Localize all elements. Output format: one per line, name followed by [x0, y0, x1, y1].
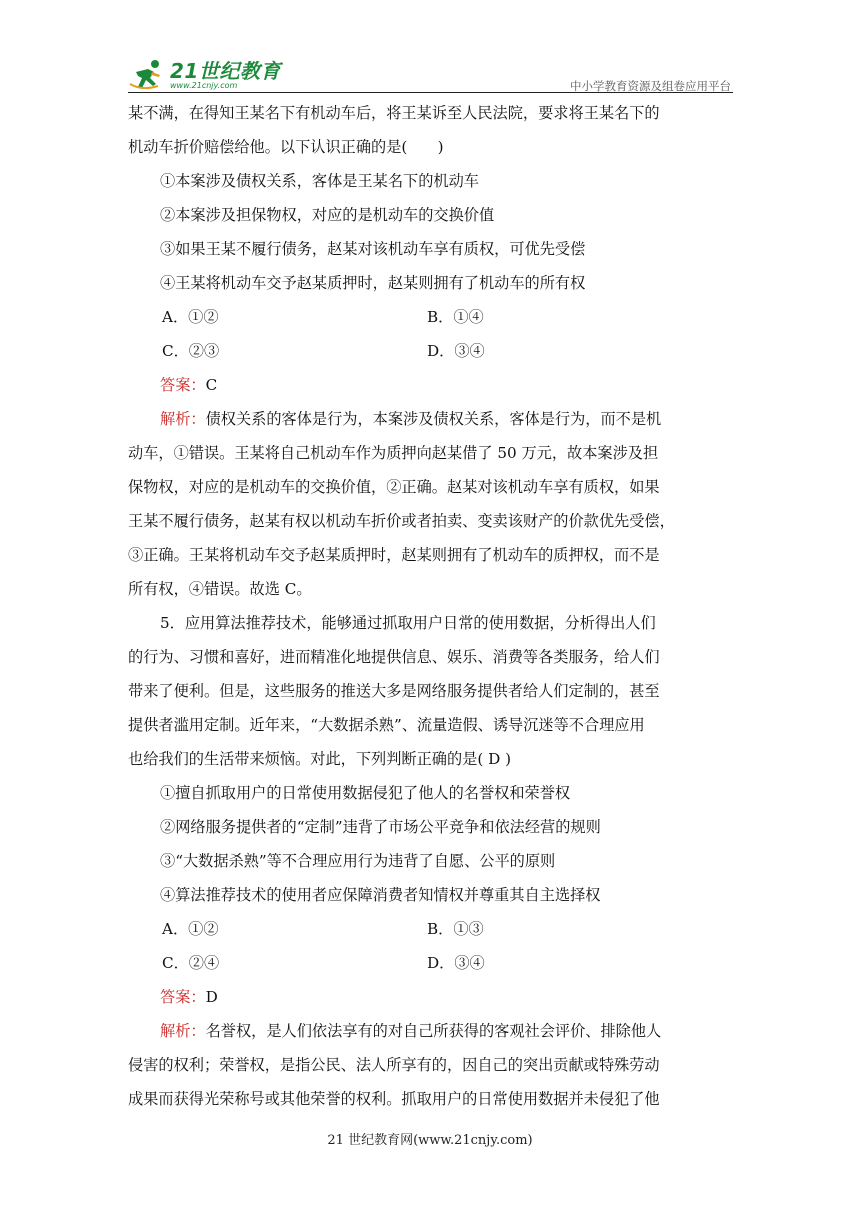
q4-analysis-line: 所有权，④错误。故选 C。	[128, 580, 312, 598]
logo-url: www.21cnjy.com	[170, 80, 238, 90]
q5-statement: ④算法推荐技术的使用者应保障消费者知情权并尊重其自主选择权	[160, 886, 601, 904]
page-footer: 21 世纪教育网(www.21cnjy.com)	[327, 1133, 533, 1148]
q4-statement: ①本案涉及债权关系，客体是王某名下的机动车	[160, 172, 479, 190]
q4-option-b: B．①④	[427, 308, 484, 326]
q4-statement: ④王某将机动车交予赵某质押时，赵某则拥有了机动车的所有权	[160, 274, 586, 292]
q5-stem-line: 也给我们的生活带来烦恼。对此，下列判断正确的是( D )	[128, 750, 511, 768]
header-divider	[128, 92, 733, 93]
q5-analysis-line: 侵害的权利；荣誉权，是指公民、法人所享有的，因自己的突出贡献或特殊劳动	[128, 1056, 660, 1074]
q4-analysis-line: ③正确。王某将机动车交予赵某质押时，赵某则拥有了机动车的质押权，而不是	[128, 546, 660, 564]
q4-statement: ③如果王某不履行债务，赵某对该机动车享有质权，可优先受偿	[160, 240, 586, 258]
logo-title: 21世纪教育	[170, 58, 281, 83]
q4-option-a: A．①②	[162, 308, 219, 326]
q5-analysis-line	[128, 1014, 736, 1048]
answer-label: 答案：	[160, 376, 206, 394]
q5-stem-line: 带来了便利。但是，这些服务的推送大多是网络服务提供者给人们定制的，甚至	[128, 682, 660, 700]
q5-statement: ①擅自抓取用户的日常使用数据侵犯了他人的名誉权和荣誉权	[160, 784, 571, 802]
q5-statement: ②网络服务提供者的“定制”违背了市场公平竞争和依法经营的规则	[160, 818, 601, 836]
q5-option-a: A．①②	[162, 920, 219, 938]
page-header	[128, 58, 733, 94]
answer-value: D	[205, 988, 218, 1006]
q5-stem-line: 的行为、习惯和喜好，进而精准化地提供信息、娱乐、消费等各类服务，给人们	[128, 648, 660, 666]
q4-analysis-line: 保物权，对应的是机动车的交换价值，②正确。赵某对该机动车享有质权，如果	[128, 478, 660, 496]
q5-option-c: C．②④	[162, 954, 220, 972]
q4-options-row	[128, 334, 736, 368]
analysis-label: 解析：	[160, 1022, 206, 1040]
q5-analysis-line: 成果而获得光荣称号或其他荣誉的权利。抓取用户的日常使用数据并未侵犯了他	[128, 1090, 660, 1108]
q4-option-d: D．③④	[427, 342, 485, 360]
header-tagline: 中小学教育资源及组卷应用平台	[570, 79, 731, 93]
q4-option-c: C．②③	[162, 342, 220, 360]
q4-options-row	[128, 300, 736, 334]
q5-statement: ③“大数据杀熟”等不合理应用行为违背了自愿、公平的原则	[160, 852, 556, 870]
q5-stem-line: 5．应用算法推荐技术，能够通过抓取用户日常的使用数据，分析得出人们	[160, 614, 656, 632]
q4-statement: ②本案涉及担保物权，对应的是机动车的交换价值	[160, 206, 495, 224]
q5-option-d: D．③④	[427, 954, 485, 972]
answer-label: 答案：	[160, 988, 206, 1006]
q4-stem-line: 某不满，在得知王某名下有机动车后，将王某诉至人民法院，要求将王某名下的	[128, 104, 660, 122]
q4-analysis-line: 动车，①错误。王某将自己机动车作为质押向赵某借了 50 万元，故本案涉及担	[128, 444, 659, 462]
q4-stem-line: 机动车折价赔偿给他。以下认识正确的是( )	[128, 138, 444, 156]
q5-stem-line: 提供者滥用定制。近年来，“大数据杀熟”、流量造假、诱导沉迷等不合理应用	[128, 716, 645, 734]
q4-analysis-line	[128, 402, 736, 436]
document-body	[128, 96, 736, 1116]
q5-options-row	[128, 946, 736, 980]
q4-analysis-line: 王某不履行债务，赵某有权以机动车折价或者拍卖、变卖该财产的价款优先受偿，	[128, 512, 675, 530]
q4-answer	[128, 368, 736, 402]
analysis-text: 债权关系的客体是行为，本案涉及债权关系，客体是行为，而不是机	[205, 410, 662, 428]
site-logo[interactable]	[128, 58, 281, 92]
analysis-label: 解析：	[160, 410, 206, 428]
q5-answer	[128, 980, 736, 1014]
analysis-text: 名誉权，是人们依法享有的对自己所获得的客观社会评价、排除他人	[205, 1022, 662, 1040]
answer-value: C	[205, 376, 218, 394]
runner-logo-icon	[128, 58, 168, 92]
q5-option-b: B．①③	[427, 920, 484, 938]
q5-options-row	[128, 912, 736, 946]
